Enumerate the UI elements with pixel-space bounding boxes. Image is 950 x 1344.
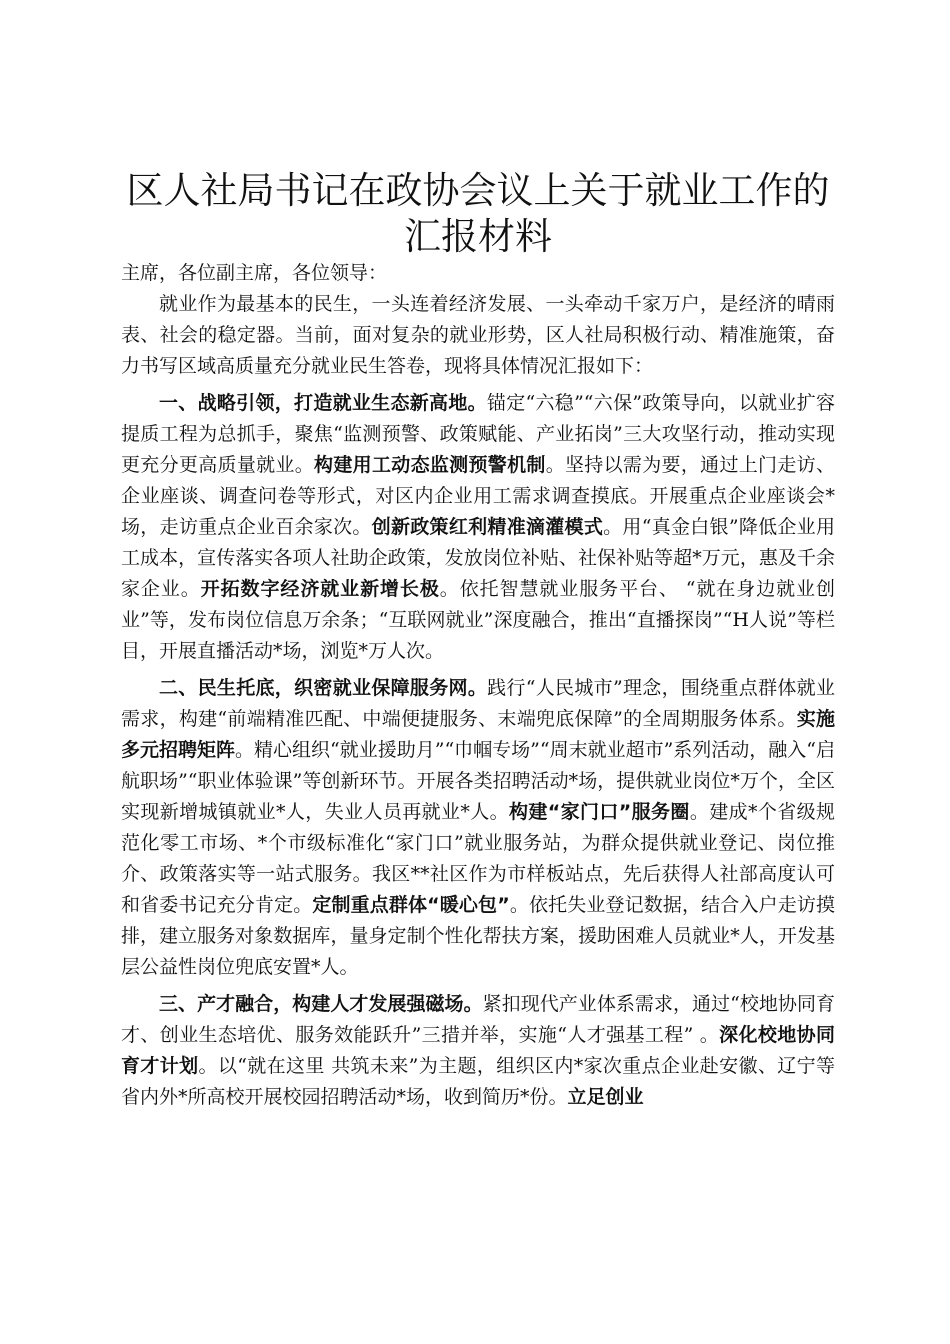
section-2-sub-heading: 构建“家门口”服务圈 bbox=[509, 801, 690, 823]
section-1-heading: 一、战略引领，打造就业生态新高地。 bbox=[159, 392, 487, 414]
section-3-paragraph bbox=[121, 989, 835, 1113]
intro-paragraph: 就业作为最基本的民生，一头连着经济发展、一头牵动千家万户，是经济的晴雨表、社会的稳定器。当前，面对复杂的就业形势，区人社局积极行动、精准施策，奋力书写区域高质量充分就业民生答卷，现将具体情况汇报如下： bbox=[121, 293, 835, 377]
section-1-sub-heading: 开拓数字经济就业新增长极 bbox=[200, 578, 440, 600]
section-1-text: 。用“真金白银”降低企业用工成本，宣传落实各项人社助企政策，发放岗位补贴、社保补贴等超*万元，惠及千余家企业。 bbox=[121, 516, 835, 600]
section-2-text: 践行“人民城市”理念，围绕重点群体就业需求，构建“前端精准匹配、中端便捷服务、末端兜底保障”的全周期服务体系。 bbox=[121, 677, 835, 730]
section-2-sub-heading: 实施多元招聘矩阵 bbox=[121, 708, 835, 761]
section-3-sub-heading: 立足创业 bbox=[567, 1086, 644, 1108]
document-body bbox=[121, 258, 835, 1113]
section-3-heading: 三、产才融合，构建人才发展强磁场。 bbox=[159, 993, 483, 1015]
section-2-text: 。建成*个省级规范化零工市场、*个市级标准化“家门口”就业服务站，为群众提供就业登记、岗位推介、政策落实等一站式服务。我区**社区作为市样板站点，先后获得人社部高度认可和省委书记充分肯定。 bbox=[121, 801, 835, 916]
salutation: 主席，各位副主席，各位领导： bbox=[121, 262, 388, 284]
section-2-heading: 二、民生托底，织密就业保障服务网。 bbox=[159, 677, 488, 699]
section-1-text: 。坚持以需为要，通过上门走访、企业座谈、调查问卷等形式，对区内企业用工需求调查摸底。开展重点企业座谈会*场，走访重点企业百余家次。 bbox=[121, 454, 835, 538]
section-3-text: 紧扣现代产业体系需求，通过“校地协同育才、创业生态培优、服务效能跃升”三措并举，实施“人才强基工程” 。 bbox=[121, 993, 835, 1046]
document-title: 区人社局书记在政协会议上关于就业工作的汇报材料 bbox=[126, 169, 830, 258]
section-2-sub-heading: 定制重点群体“暖心包” bbox=[312, 894, 510, 916]
section-1-sub-heading: 创新政策红利精准滴灌模式 bbox=[371, 516, 604, 538]
section-1-paragraph bbox=[121, 388, 835, 667]
section-3-text: 。以“就在这里 共筑未来”为主题，组织区内*家次重点企业赴安徽、辽宁等省内外*所高校开展校园招聘活动*场，收到简历*份。 bbox=[121, 1055, 835, 1108]
section-1-sub-heading: 构建用工动态监测预警机制 bbox=[314, 454, 546, 476]
section-1-text: 锚定“六稳”“六保”政策导向，以就业扩容提质工程为总抓手，聚焦“监测预警、政策赋能、产业拓岗”三大攻坚行动，推动实现更充分更高质量就业。 bbox=[121, 392, 835, 476]
section-2-text: 。精心组织“就业援助月”“巾帼专场”“周末就业超市”系列活动，融入“启航职场”“职业体验课”等创新环节。开展各类招聘活动*场，提供就业岗位*万个，全区实现新增城镇就业*人，失业人员再就业*人。 bbox=[121, 739, 836, 823]
section-3-sub-heading: 深化校地协同育才计划 bbox=[121, 1024, 835, 1077]
section-1-text: 。依托智慧就业服务平台、 “就在身边就业创业”等，发布岗位信息万余条；“互联网就业”深度融合，推出“直播探岗”“H人说”等栏目，开展直播活动*场，浏览*万人次。 bbox=[121, 578, 835, 662]
section-2-paragraph bbox=[121, 673, 835, 983]
section-2-text: 。依托失业登记数据，结合入户走访摸排，建立服务对象数据库，量身定制个性化帮扶方案，援助困难人员就业*人，开发基层公益性岗位兜底安置*人。 bbox=[121, 894, 835, 978]
